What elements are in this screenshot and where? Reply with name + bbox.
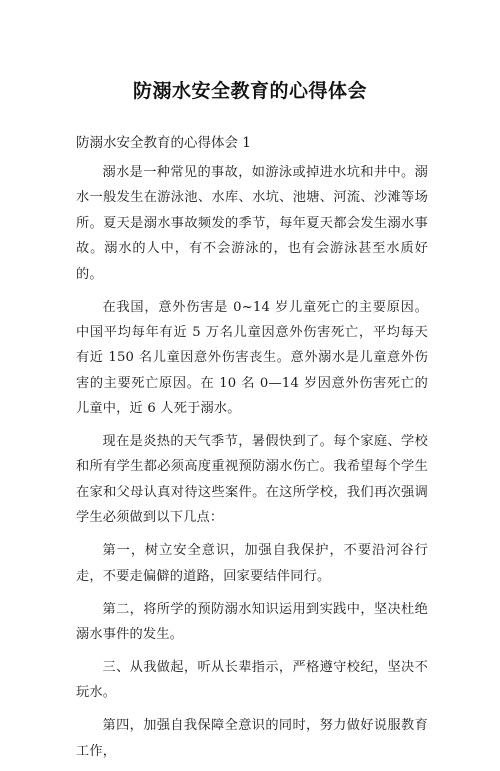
- paragraph-point-three: 三、从我做起，听从长辈指示，严格遵守校纪，坚决不玩水。: [76, 659, 428, 701]
- section-heading: 防溺水安全教育的心得体会 1: [76, 135, 251, 151]
- paragraph-drowning-overview: 溺水是一种常见的事故，如游泳或掉进水坑和井中。溺水一般发生在游泳池、水库、水坑、池塘、河流、沙滩等场所。夏天是溺水事故频发的季节，每年夏天都会发生溺水事故。溺水的人中，有不会游泳的，也有会游泳甚至水质好的。: [76, 165, 428, 282]
- paragraph-point-one: 第一，树立安全意识，加强自我保护，不要沿河谷行走，不要走偏僻的道路，回家要结伴同行。: [76, 543, 428, 584]
- paragraph-point-four: 第四，加强自我保障全意识的同时，努力做好说服教育工作，: [76, 718, 428, 759]
- paragraph-point-two: 第二，将所学的预防溺水知识运用到实践中，坚决杜绝溺水事件的发生。: [76, 601, 428, 642]
- document-body: [76, 160, 428, 771]
- paragraph-statistics: 在我国，意外伤害是 0~14 岁儿童死亡的主要原因。中国平均每年有近 5 万名儿童因意外伤害死亡，平均每天有近 150 名儿童因意外伤害丧生。意外溺水是儿童意外伤害的主要死亡原因。在 10 名 0—14 岁因意外伤害死亡的儿童中，近 6 人死于溺水。: [76, 299, 428, 417]
- paragraph-summer-warning: 现在是炎热的天气季节，暑假快到了。每个家庭、学校和所有学生都必须高度重视预防溺水伤亡。我希望每个学生在家和父母认真对待这些案件。在这所学校，我们再次强调学生必须做到以下几点：: [76, 434, 428, 526]
- document-title: 防溺水安全教育的心得体会: [132, 80, 367, 102]
